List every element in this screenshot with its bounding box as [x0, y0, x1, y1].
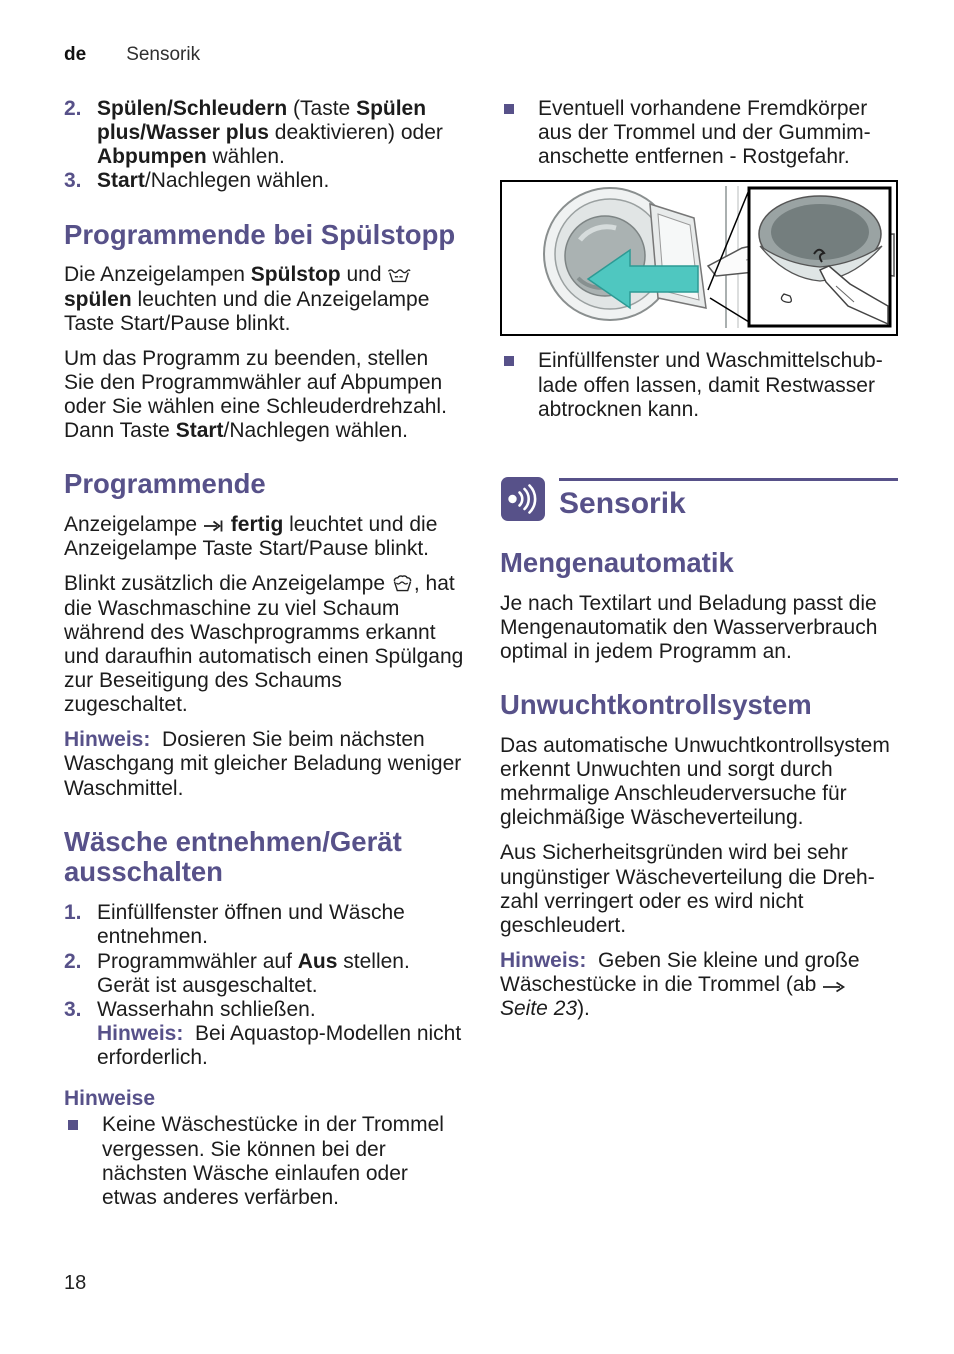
doc-header	[64, 44, 200, 66]
subheading-hinweise: Hinweise	[64, 1087, 156, 1111]
wash-tub-icon	[387, 263, 411, 287]
step-text: Spülen/Schleudern (Taste Spülen plus/Wasser plus deaktivieren) oder Abpumpen wählen.	[97, 97, 443, 169]
section-rule	[559, 478, 898, 481]
step-number: 3.	[64, 997, 82, 1021]
heading-mengenautomatik: Mengenautomatik	[500, 546, 734, 578]
step-text: Einfüllfenster öffnen und Wäsche entnehmen.	[97, 901, 405, 949]
paragraph: Blinkt zusätzlich die Anzeigelampe , hat die Waschmaschine zu viel Schaum während des Waschprogramms erkannt und daraufhin automatisch einen Spülgang zur Beseitigung des Schaums zugeschaltet.	[64, 572, 464, 717]
step-number: 1.	[64, 901, 82, 925]
step-text: Programmwähler auf Aus stellen. Gerät ist ausgeschaltet.	[97, 949, 410, 997]
heading-sensorik: Sensorik	[559, 486, 686, 520]
step-text: Start/Nachlegen wählen.	[97, 169, 330, 193]
bullet-text: Eventuell vorhandene Fremdkörper aus der Trommel und der Gummimanschette entfernen - Rostgefahr.	[538, 97, 871, 169]
bullet-text: Einfüllfenster und Waschmittelschublade offen lassen, damit Restwasser abtrocknen kann.	[538, 349, 883, 421]
step-row	[64, 998, 464, 1070]
end-arrow-icon	[203, 513, 225, 537]
column-right	[500, 97, 898, 1032]
bullet-item	[64, 1113, 464, 1210]
steps-list-bottom	[64, 901, 464, 1070]
paragraph: Je nach Textilart und Beladung passt die Mengenautomatik den Wasserverbrauch optimal in jedem Programm an.	[500, 591, 878, 663]
bullet-marker	[68, 1120, 78, 1130]
washing-machine-drawing	[502, 182, 896, 332]
step-text: Wasserhahn schließen. Hinweis: Bei Aquastop-Modellen nicht erforderlich.	[97, 997, 462, 1070]
steps-list-top	[64, 97, 464, 194]
foam-tub-icon	[391, 572, 414, 596]
step-number: 2.	[64, 949, 82, 973]
door-and-gasket-illustration	[500, 180, 898, 336]
note-paragraph: Hinweis: Dosieren Sie beim nächsten Waschgang mit gleicher Beladung weniger Waschmittel.	[64, 728, 462, 800]
paragraph: Die Anzeigelampen Spülstop und spülen leuchten und die Anzeigelampe Taste Start/Pause blinkt.	[64, 263, 430, 335]
column-left	[64, 97, 464, 1221]
paragraph: Das automatische Unwuchtkontrollsystem erkennt Unwuchten und sorgt durch mehrmalige Anschleuderversuche für gleichmäßige Wäscheverteilung.	[500, 733, 890, 830]
heading-programmende: Programmende	[64, 468, 266, 500]
arrow-right-icon	[822, 973, 846, 997]
bullet-item	[500, 349, 898, 421]
heading-unwuchtkontrollsystem: Unwuchtkontrollsystem	[500, 689, 812, 721]
paragraph: Um das Programm zu beenden, stellen Sie den Programmwähler auf Abpumpen oder Sie wählen eine Schleuderdrehzahl. Dann Taste Start/Nachlegen wählen.	[64, 346, 447, 443]
paragraph: Aus Sicherheitsgründen wird bei sehr ungünstiger Wäscheverteilung die Drehzahl verringert oder es wird nicht geschleudert.	[500, 841, 875, 937]
bullet-marker	[504, 356, 514, 366]
sensor-signal-icon	[500, 476, 546, 522]
step-row	[64, 169, 464, 193]
step-number: 2.	[64, 97, 82, 120]
note-paragraph: Hinweis: Geben Sie kleine und große Wäschestücke in die Trommel (ab Seite 23).	[500, 948, 860, 1021]
page-number: 18	[64, 1272, 87, 1294]
chapter-title: Sensorik	[126, 44, 201, 65]
step-row	[64, 97, 464, 169]
language-label: de	[64, 44, 87, 65]
paragraph: Anzeigelampe fertig leuchtet und die Anzeigelampe Taste Start/Pause blinkt.	[64, 513, 438, 561]
heading-waesche-entnehmen: Wäsche entnehmen/Gerät ausschalten	[64, 825, 402, 888]
bullet-marker	[504, 104, 514, 114]
step-row	[64, 950, 464, 998]
bullet-text: Keine Wäschestücke in der Trommel vergessen. Sie können bei der nächsten Wäsche einlaufen oder etwas anderes verfärben.	[102, 1113, 444, 1209]
step-row	[64, 901, 464, 949]
bullet-item	[500, 97, 898, 169]
heading-programmende-bei-spuelstopp: Programmende bei Spülstopp	[64, 218, 456, 250]
step-number: 3.	[64, 169, 82, 193]
sensorik-section-banner	[500, 476, 898, 522]
